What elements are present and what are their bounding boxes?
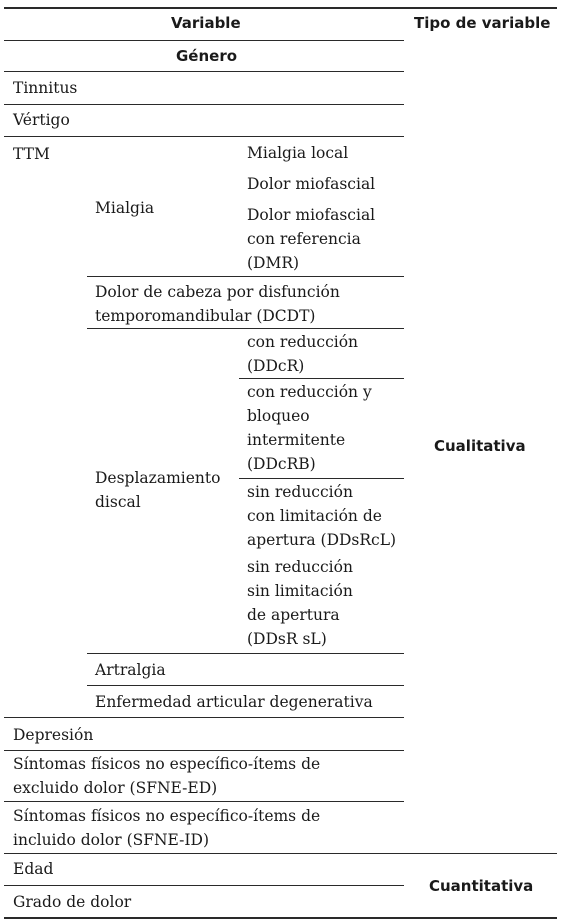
ddcr-rule xyxy=(239,378,404,379)
row-ddsrsl-line3: de apertura xyxy=(247,606,340,624)
type-cualitativa: Cualitativa xyxy=(434,437,526,455)
row-mialgia-local: Mialgia local xyxy=(247,144,349,162)
edad-rule xyxy=(4,885,404,886)
row-ddcr-line2: (DDcR) xyxy=(247,357,305,375)
qual-quant-rule xyxy=(4,853,557,854)
row-mialgia: Mialgia xyxy=(95,199,155,217)
row-dmr-line1: Dolor miofascial xyxy=(247,206,376,224)
type-cuantitativa: Cuantitativa xyxy=(429,877,534,895)
row-dolor-miofascial: Dolor miofascial xyxy=(247,175,376,193)
row-grado-dolor: Grado de dolor xyxy=(13,893,132,911)
row-sfne-id-line2: incluido dolor (SFNE-ID) xyxy=(13,831,209,849)
row-artralgia: Artralgia xyxy=(95,661,166,679)
row-enfermedad-articular: Enfermedad articular degenerativa xyxy=(95,693,373,711)
row-sfne-ed-line2: excluido dolor (SFNE-ED) xyxy=(13,779,218,797)
ddcrb-rule xyxy=(239,478,404,479)
row-ddcrb-line1: con reducción y xyxy=(247,383,372,401)
row-dmr-line3: (DMR) xyxy=(247,254,300,272)
dcdt-rule xyxy=(87,328,404,329)
row-ddsrsl-line2: sin limitación xyxy=(247,582,353,600)
row-desplazamiento-line2: discal xyxy=(95,493,141,511)
desplazamiento-rule xyxy=(87,653,404,654)
row-sfne-ed-line1: Síntomas físicos no específico-ítems de xyxy=(13,755,321,773)
artralgia-rule xyxy=(87,685,404,686)
mialgia-rule xyxy=(87,276,404,277)
row-ddsrsl-line1: sin reducción xyxy=(247,558,353,576)
row-ddcrb-line3: intermitente xyxy=(247,431,346,449)
row-ddcrb-line4: (DDcRB) xyxy=(247,455,316,473)
table-bottom-rule xyxy=(4,917,557,919)
row-ddsrcl-line3: apertura (DDsRcL) xyxy=(247,531,397,549)
row-desplazamiento-line1: Desplazamiento xyxy=(95,469,221,487)
vertigo-rule xyxy=(4,136,404,137)
row-dmr-line2: con referencia xyxy=(247,230,361,248)
row-genero: Género xyxy=(176,47,238,65)
row-depresion: Depresión xyxy=(13,726,94,744)
depresion-rule xyxy=(4,750,404,751)
row-dcdt-line2: temporomandibular (DCDT) xyxy=(95,307,316,325)
row-ttm: TTM xyxy=(13,145,50,163)
row-tinnitus: Tinnitus xyxy=(13,79,78,97)
header-rule xyxy=(4,40,404,41)
header-tipo-variable: Tipo de variable xyxy=(414,14,551,32)
row-edad: Edad xyxy=(13,860,54,878)
sfne-ed-rule xyxy=(4,801,404,802)
row-dcdt-line1: Dolor de cabeza por disfunción xyxy=(95,283,340,301)
row-vertigo: Vértigo xyxy=(13,111,70,129)
row-ddsrcl-line1: sin reducción xyxy=(247,483,353,501)
row-ddcrb-line2: bloqueo xyxy=(247,407,310,425)
tinnitus-rule xyxy=(4,104,404,105)
genero-rule xyxy=(4,71,404,72)
table-top-rule xyxy=(4,7,557,9)
row-ddsrcl-line2: con limitación de xyxy=(247,507,382,525)
row-sfne-id-line1: Síntomas físicos no específico-ítems de xyxy=(13,807,321,825)
row-ddsrsl-line4: (DDsR sL) xyxy=(247,630,327,648)
header-variable: Variable xyxy=(171,14,241,32)
ttm-rule xyxy=(4,717,404,718)
row-ddcr-line1: con reducción xyxy=(247,333,359,351)
